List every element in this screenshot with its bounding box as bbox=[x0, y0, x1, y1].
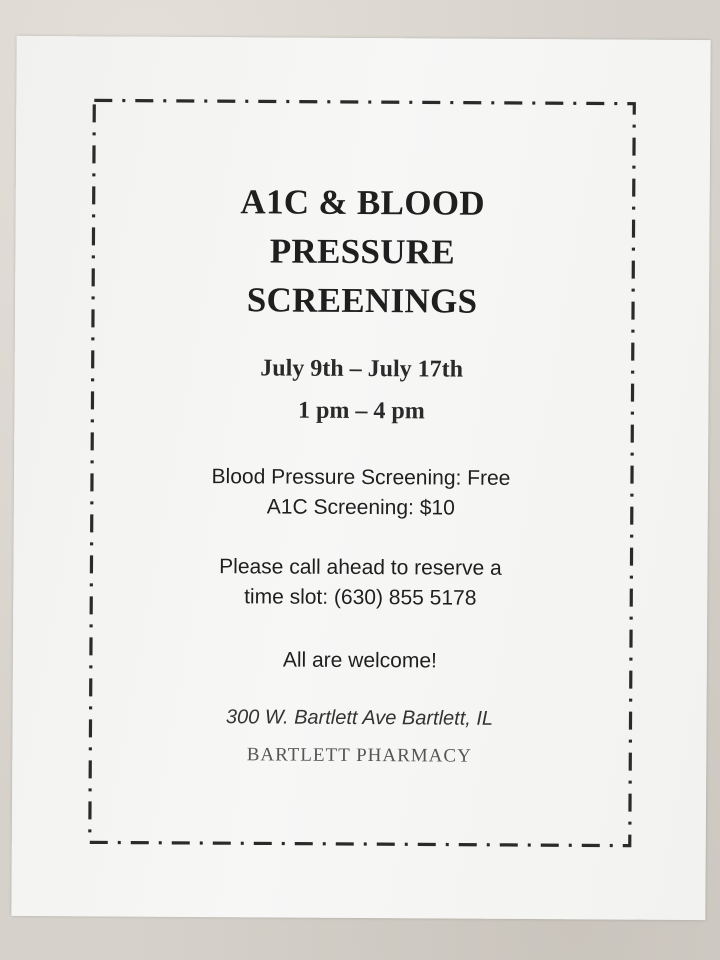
title-line: PRESSURE bbox=[269, 231, 456, 272]
flyer-title bbox=[15, 176, 710, 327]
event-schedule bbox=[14, 346, 709, 434]
title-line: SCREENINGS bbox=[246, 280, 478, 321]
pharmacy-name: BARTLETT PHARMACY bbox=[246, 744, 472, 767]
call-ahead-block bbox=[13, 551, 707, 615]
title-line: A1C & BLOOD bbox=[240, 182, 486, 223]
a1c-price: A1C Screening: $10 bbox=[266, 495, 455, 520]
event-dates: July 9th – July 17th bbox=[260, 355, 464, 383]
welcome-text: All are welcome! bbox=[282, 648, 437, 673]
flyer-paper bbox=[11, 36, 710, 920]
call-ahead-line: Please call ahead to reserve a bbox=[219, 555, 502, 580]
event-hours: 1 pm – 4 pm bbox=[297, 397, 425, 425]
blood-pressure-price: Blood Pressure Screening: Free bbox=[211, 465, 511, 490]
pricing-block bbox=[14, 461, 708, 525]
address-text: 300 W. Bartlett Ave Bartlett, IL bbox=[225, 706, 494, 730]
phone-line: time slot: (630) 855 5178 bbox=[244, 585, 477, 610]
